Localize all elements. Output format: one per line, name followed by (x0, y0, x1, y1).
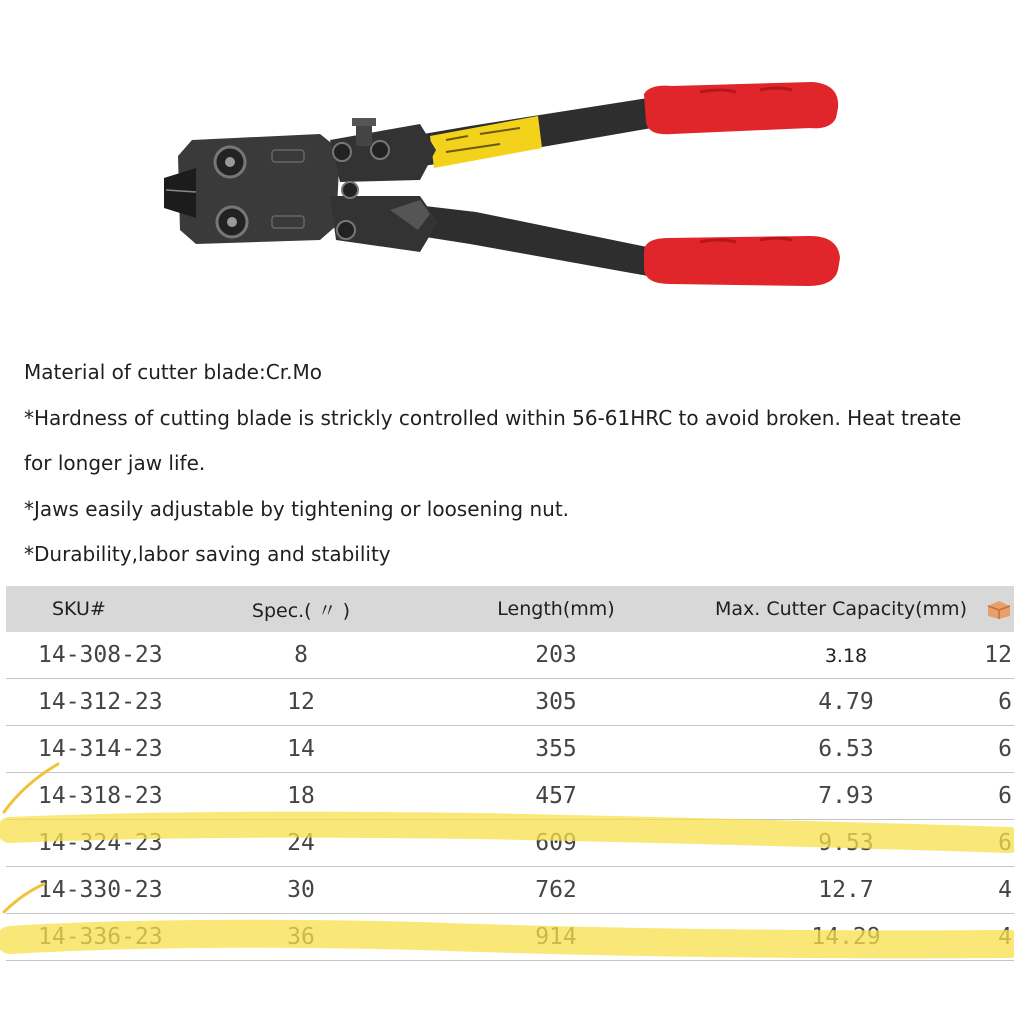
cell-capacity (706, 726, 976, 773)
cell-capacity (706, 679, 976, 726)
cell-length: 203 (406, 632, 706, 679)
capacity-value: 3.18 (824, 645, 868, 667)
capacity-value: 4.79 (818, 689, 874, 715)
cell-spec: 12 (196, 679, 406, 726)
description-line-hardness: *Hardness of cutting blade is strickly controlled within 56-61HRC to avoid broken. Heat treate (24, 405, 962, 430)
cell-capacity (706, 632, 976, 679)
description-line-durability: *Durability,labor saving and stability (24, 542, 391, 566)
product-description (24, 352, 1014, 580)
capacity-value: 9.53 (818, 830, 874, 856)
cell-sku: 14-336-23 (6, 914, 196, 961)
table-row (6, 726, 1014, 773)
cell-capacity (706, 820, 976, 867)
capacity-value: 12.7 (818, 877, 874, 903)
cell-spec: 24 (196, 820, 406, 867)
table-row (6, 632, 1014, 679)
header-length: Length(mm) (406, 586, 706, 632)
description-line-jaw-life: for longer jaw life. (24, 451, 206, 475)
table-row (6, 914, 1014, 961)
cell-capacity (706, 867, 976, 914)
header-sku: SKU# (6, 586, 196, 632)
cell-sku: 14-324-23 (6, 820, 196, 867)
table-row (6, 820, 1014, 867)
table-row (6, 773, 1014, 820)
cell-spec: 14 (196, 726, 406, 773)
cell-length: 762 (406, 867, 706, 914)
cell-sku: 14-312-23 (6, 679, 196, 726)
description-line-adjustable: *Jaws easily adjustable by tightening or loosening nut. (24, 496, 570, 521)
cell-spec: 18 (196, 773, 406, 820)
cell-sku: 14-330-23 (6, 867, 196, 914)
box-icon (986, 598, 1012, 620)
description-line-material: Material of cutter blade:Cr.Mo (24, 360, 322, 384)
capacity-value: 7.93 (818, 783, 874, 809)
table-row (6, 867, 1014, 914)
cell-length: 305 (406, 679, 706, 726)
table-header-row (6, 586, 1014, 632)
table-row (6, 679, 1014, 726)
header-quantity (976, 586, 1014, 632)
header-spec: Spec.( 〃 ) (196, 586, 406, 632)
cell-quantity: 6 (976, 679, 1014, 726)
cell-quantity: 4 (976, 914, 1014, 961)
cell-quantity: 6 (976, 773, 1014, 820)
cell-capacity (706, 914, 976, 961)
bolt-cutter-icon (0, 0, 1014, 330)
cell-quantity: 6 (976, 820, 1014, 867)
cell-length: 914 (406, 914, 706, 961)
capacity-value: 14.29 (811, 924, 881, 950)
cell-length: 457 (406, 773, 706, 820)
cell-quantity: 6 (976, 726, 1014, 773)
cell-quantity: 4 (976, 867, 1014, 914)
cell-sku: 14-308-23 (6, 632, 196, 679)
cell-spec: 36 (196, 914, 406, 961)
spec-table (6, 586, 1014, 961)
cell-sku: 14-314-23 (6, 726, 196, 773)
cell-length: 609 (406, 820, 706, 867)
cell-spec: 30 (196, 867, 406, 914)
cell-capacity (706, 773, 976, 820)
header-capacity: Max. Cutter Capacity(mm) (706, 586, 976, 632)
cell-quantity: 12 (976, 632, 1014, 679)
cell-spec: 8 (196, 632, 406, 679)
cell-sku: 14-318-23 (6, 773, 196, 820)
capacity-value: 6.53 (818, 736, 874, 762)
cell-length: 355 (406, 726, 706, 773)
